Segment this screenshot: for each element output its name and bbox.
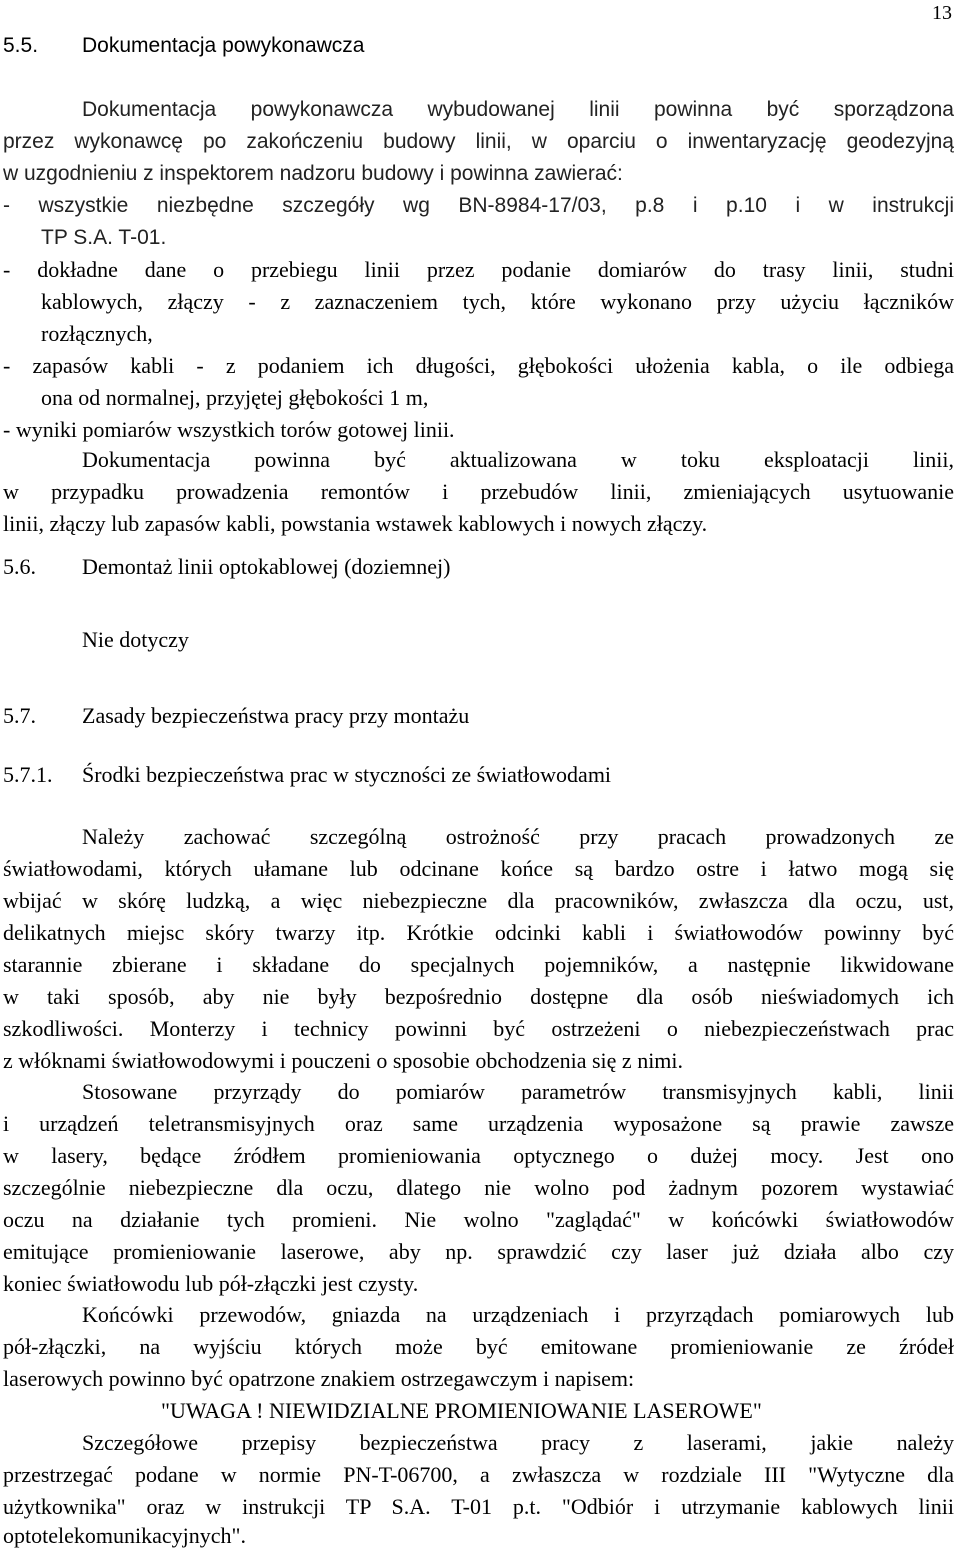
doc-line-6: - dokładne dane o przebiegu linii przez podanie domiarów do trasy linii, studni [3, 257, 954, 282]
doc-line-12: Dokumentacja powinna być aktualizowana w toku eksploatacji linii, [82, 447, 954, 472]
safety-line-21: przestrzegać podane w normie PN-T-06700, a zwłaszcza w rozdziale III "Wytyczne dla [3, 1462, 954, 1487]
doc-line-9: - zapasów kabli - z podaniem ich długości, głębokości ułożenia kabla, o ile odbiega [3, 353, 954, 378]
safety-line-16: Końcówki przewodów, gniazda na urządzeniach i przyrządach pomiarowych lub [82, 1302, 954, 1327]
safety-line-15: koniec światłowodu lub pół-złączki jest czysty. [3, 1271, 419, 1296]
safety-line-17: pół-złączki, na wyjściu których może być emitowane promieniowanie ze źródeł [3, 1334, 954, 1359]
safety-line-7: szkodliwości. Monterzy i technicy powinni być ostrzeżeni o niebezpieczeństwach prac [3, 1016, 954, 1041]
not-applicable-text: Nie dotyczy [82, 627, 189, 652]
safety-line-6: w taki sposób, aby nie były bezpośrednio dostępne dla osób nieświadomych ich [3, 984, 954, 1009]
section-title: Dokumentacja powykonawcza [82, 34, 365, 57]
doc-line-14: linii, złączy lub zapasów kabli, powstania wstawek kablowych i nowych złączy. [3, 511, 708, 536]
section-title: Środki bezpieczeństwa prac w styczności ze światłowodami [82, 762, 612, 787]
safety-line-8: z włóknami światłowodowymi i pouczeni o sposobie obchodzenia się z nimi. [3, 1048, 684, 1073]
page-number: 13 [932, 2, 952, 24]
doc-line-5: TP S.A. T-01. [41, 226, 167, 249]
safety-line-3: wbijać w skórę ludzką, a więc niebezpieczne dla pracowników, zwłaszcza dla oczu, ust, [3, 888, 954, 913]
doc-line-7: kablowych, złączy - z zaznaczeniem tych, które wykonano przy użyciu łączników [41, 289, 954, 314]
safety-line-5: starannie zbierane i składane do specjalnych pojemników, a następnie likwidowane [3, 952, 954, 977]
safety-line-20: Szczegółowe przepisy bezpieczeństwa pracy z laserami, jakie należy [82, 1430, 954, 1455]
safety-line-2: światłowodami, których ułamane lub odcinane końce są bardzo ostre i łatwo mogą się [3, 856, 954, 881]
section-number: 5.6. [3, 554, 36, 579]
section-number: 5.7. [3, 703, 36, 728]
doc-line-8: rozłącznych, [41, 321, 153, 346]
laser-warning-text: "UWAGA ! NIEWIDZIALNE PROMIENIOWANIE LASEROWE" [161, 1398, 762, 1423]
section-number: 5.7.1. [3, 762, 53, 787]
safety-line-9: Stosowane przyrządy do pomiarów parametrów transmisyjnych kabli, linii [82, 1079, 954, 1104]
safety-line-11: w lasery, będące źródłem promieniowania optycznego o dużej mocy. Jest ono [3, 1143, 954, 1168]
safety-line-14: emitujące promieniowanie laserowe, aby np. sprawdzić czy laser już działa albo czy [3, 1239, 954, 1264]
safety-line-1: Należy zachować szczególną ostrożność przy pracach prowadzonych ze [82, 824, 954, 849]
safety-line-10: i urządzeń teletransmisyjnych oraz same urządzenia wyposażone są prawie zawsze [3, 1111, 954, 1136]
doc-line-1: Dokumentacja powykonawcza wybudowanej linii powinna być sporządzona [82, 98, 954, 121]
doc-line-3: w uzgodnieniu z inspektorem nadzoru budowy i powinna zawierać: [3, 162, 623, 185]
section-title: Zasady bezpieczeństwa pracy przy montażu [82, 703, 470, 728]
safety-line-4: delikatnych miejsc skóry twarzy itp. Krótkie odcinki kabli i światłowodów powinny być [3, 920, 954, 945]
doc-line-11: - wyniki pomiarów wszystkich torów gotowej linii. [3, 417, 455, 442]
doc-line-2: przez wykonawcę po zakończeniu budowy linii, w oparciu o inwentaryzację geodezyjną [3, 130, 954, 153]
doc-line-13: w przypadku prowadzenia remontów i przebudów linii, zmieniających usytuowanie [3, 479, 954, 504]
section-number: 5.5. [3, 34, 39, 57]
doc-line-4: - wszystkie niezbędne szczegóły wg BN-8984-17/03, p.8 i p.10 i w instrukcji [3, 194, 954, 217]
safety-line-22: użytkownika" oraz w instrukcji TP S.A. T-01 p.t. "Odbiór i utrzymanie kablowych linii [3, 1494, 954, 1519]
safety-line-23: optotelekomunikacyjnych". [3, 1523, 246, 1548]
section-title: Demontaż linii optokablowej (doziemnej) [82, 554, 451, 579]
doc-line-10: ona od normalnej, przyjętej głębokości 1 m, [41, 385, 429, 410]
safety-line-18: laserowych powinno być opatrzone znakiem ostrzegawczym i napisem: [3, 1366, 635, 1391]
safety-line-13: oczu na działanie tych promieni. Nie wolno "zaglądać" w końcówki światłowodów [3, 1207, 954, 1232]
safety-line-12: szczególnie niebezpieczne dla oczu, dlatego nie wolno pod żadnym pozorem wystawiać [3, 1175, 954, 1200]
